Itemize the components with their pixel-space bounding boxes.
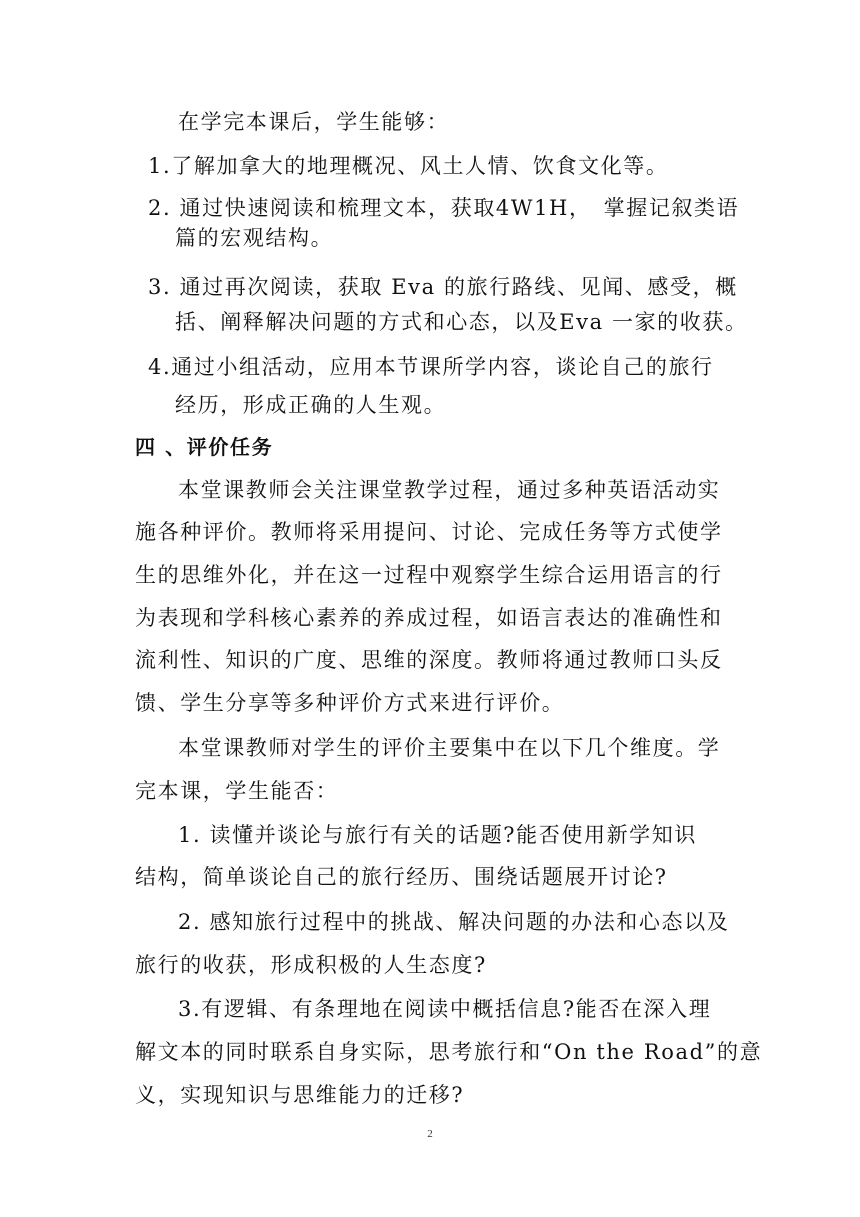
list-item: [148, 146, 668, 186]
criterion-line: 1. 读懂并谈论与旅行有关的话题?能否使用新学知识: [178, 823, 697, 847]
list-text-continued: 篇的宏观结构。: [175, 226, 334, 250]
list-text-continued: 括、阐释解决问题的方式和心态，以及Eva 一家的收获。: [175, 310, 748, 334]
criterion-line: 2. 感知旅行过程中的挑战、解决问题的办法和心态以及: [178, 910, 730, 934]
list-text: 通过小组活动，应用本节课所学内容，谈论自己的旅行: [171, 355, 714, 379]
list-item: [148, 267, 738, 307]
section-heading: 四 、评价任务: [135, 435, 274, 459]
list-number: 1.: [148, 154, 172, 178]
list-item: [148, 347, 714, 387]
intro-text: 在学完本课后，学生能够：: [178, 110, 450, 134]
criterion-line: 义，实现知识与思维能力的迁移?: [135, 1083, 465, 1107]
list-text: 通过再次阅读，获取 Eva 的旅行路线、见闻、感受，概: [179, 275, 738, 299]
list-text: 了解加拿大的地理概况、风土人情、饮食文化等。: [171, 154, 669, 178]
paragraph-line: 生的思维外化，并在这一过程中观察学生综合运用语言的行: [135, 563, 723, 587]
list-text: 通过快速阅读和梳理文本，获取4W1H， 掌握记叙类语: [179, 196, 740, 220]
paragraph-line: 施各种评价。教师将采用提问、讨论、完成任务等方式使学: [135, 520, 723, 544]
paragraph-line: 完本课，学生能否：: [135, 779, 339, 803]
criterion-line: 结构，简单谈论自己的旅行经历、围绕话题展开讨论?: [135, 865, 668, 889]
paragraph-line: 流利性、知识的广度、思维的深度。教师将通过教师口头反: [135, 648, 723, 672]
list-text-continued: 经历，形成正确的人生观。: [175, 393, 447, 417]
paragraph-line: 本堂课教师对学生的评价主要集中在以下几个维度。学: [178, 736, 721, 760]
list-number: 4.: [148, 355, 172, 379]
criterion-line: 3.有逻辑、有条理地在阅读中概括信息?能否在深入理: [178, 997, 712, 1021]
list-number: 3.: [148, 275, 172, 299]
paragraph-line: 馈、学生分享等多种评价方式来进行评价。: [135, 691, 565, 715]
criterion-line: 旅行的收获，形成积极的人生态度?: [135, 953, 487, 977]
criterion-line: 解文本的同时联系自身实际，思考旅行和“On the Road”的意: [135, 1040, 763, 1064]
paragraph-line: 为表现和学科核心素养的养成过程，如语言表达的准确性和: [135, 606, 723, 630]
list-number: 2.: [148, 196, 172, 220]
paragraph-line: 本堂课教师会关注课堂教学过程，通过多种英语活动实: [178, 478, 721, 502]
page-number: 2: [427, 1128, 433, 1140]
